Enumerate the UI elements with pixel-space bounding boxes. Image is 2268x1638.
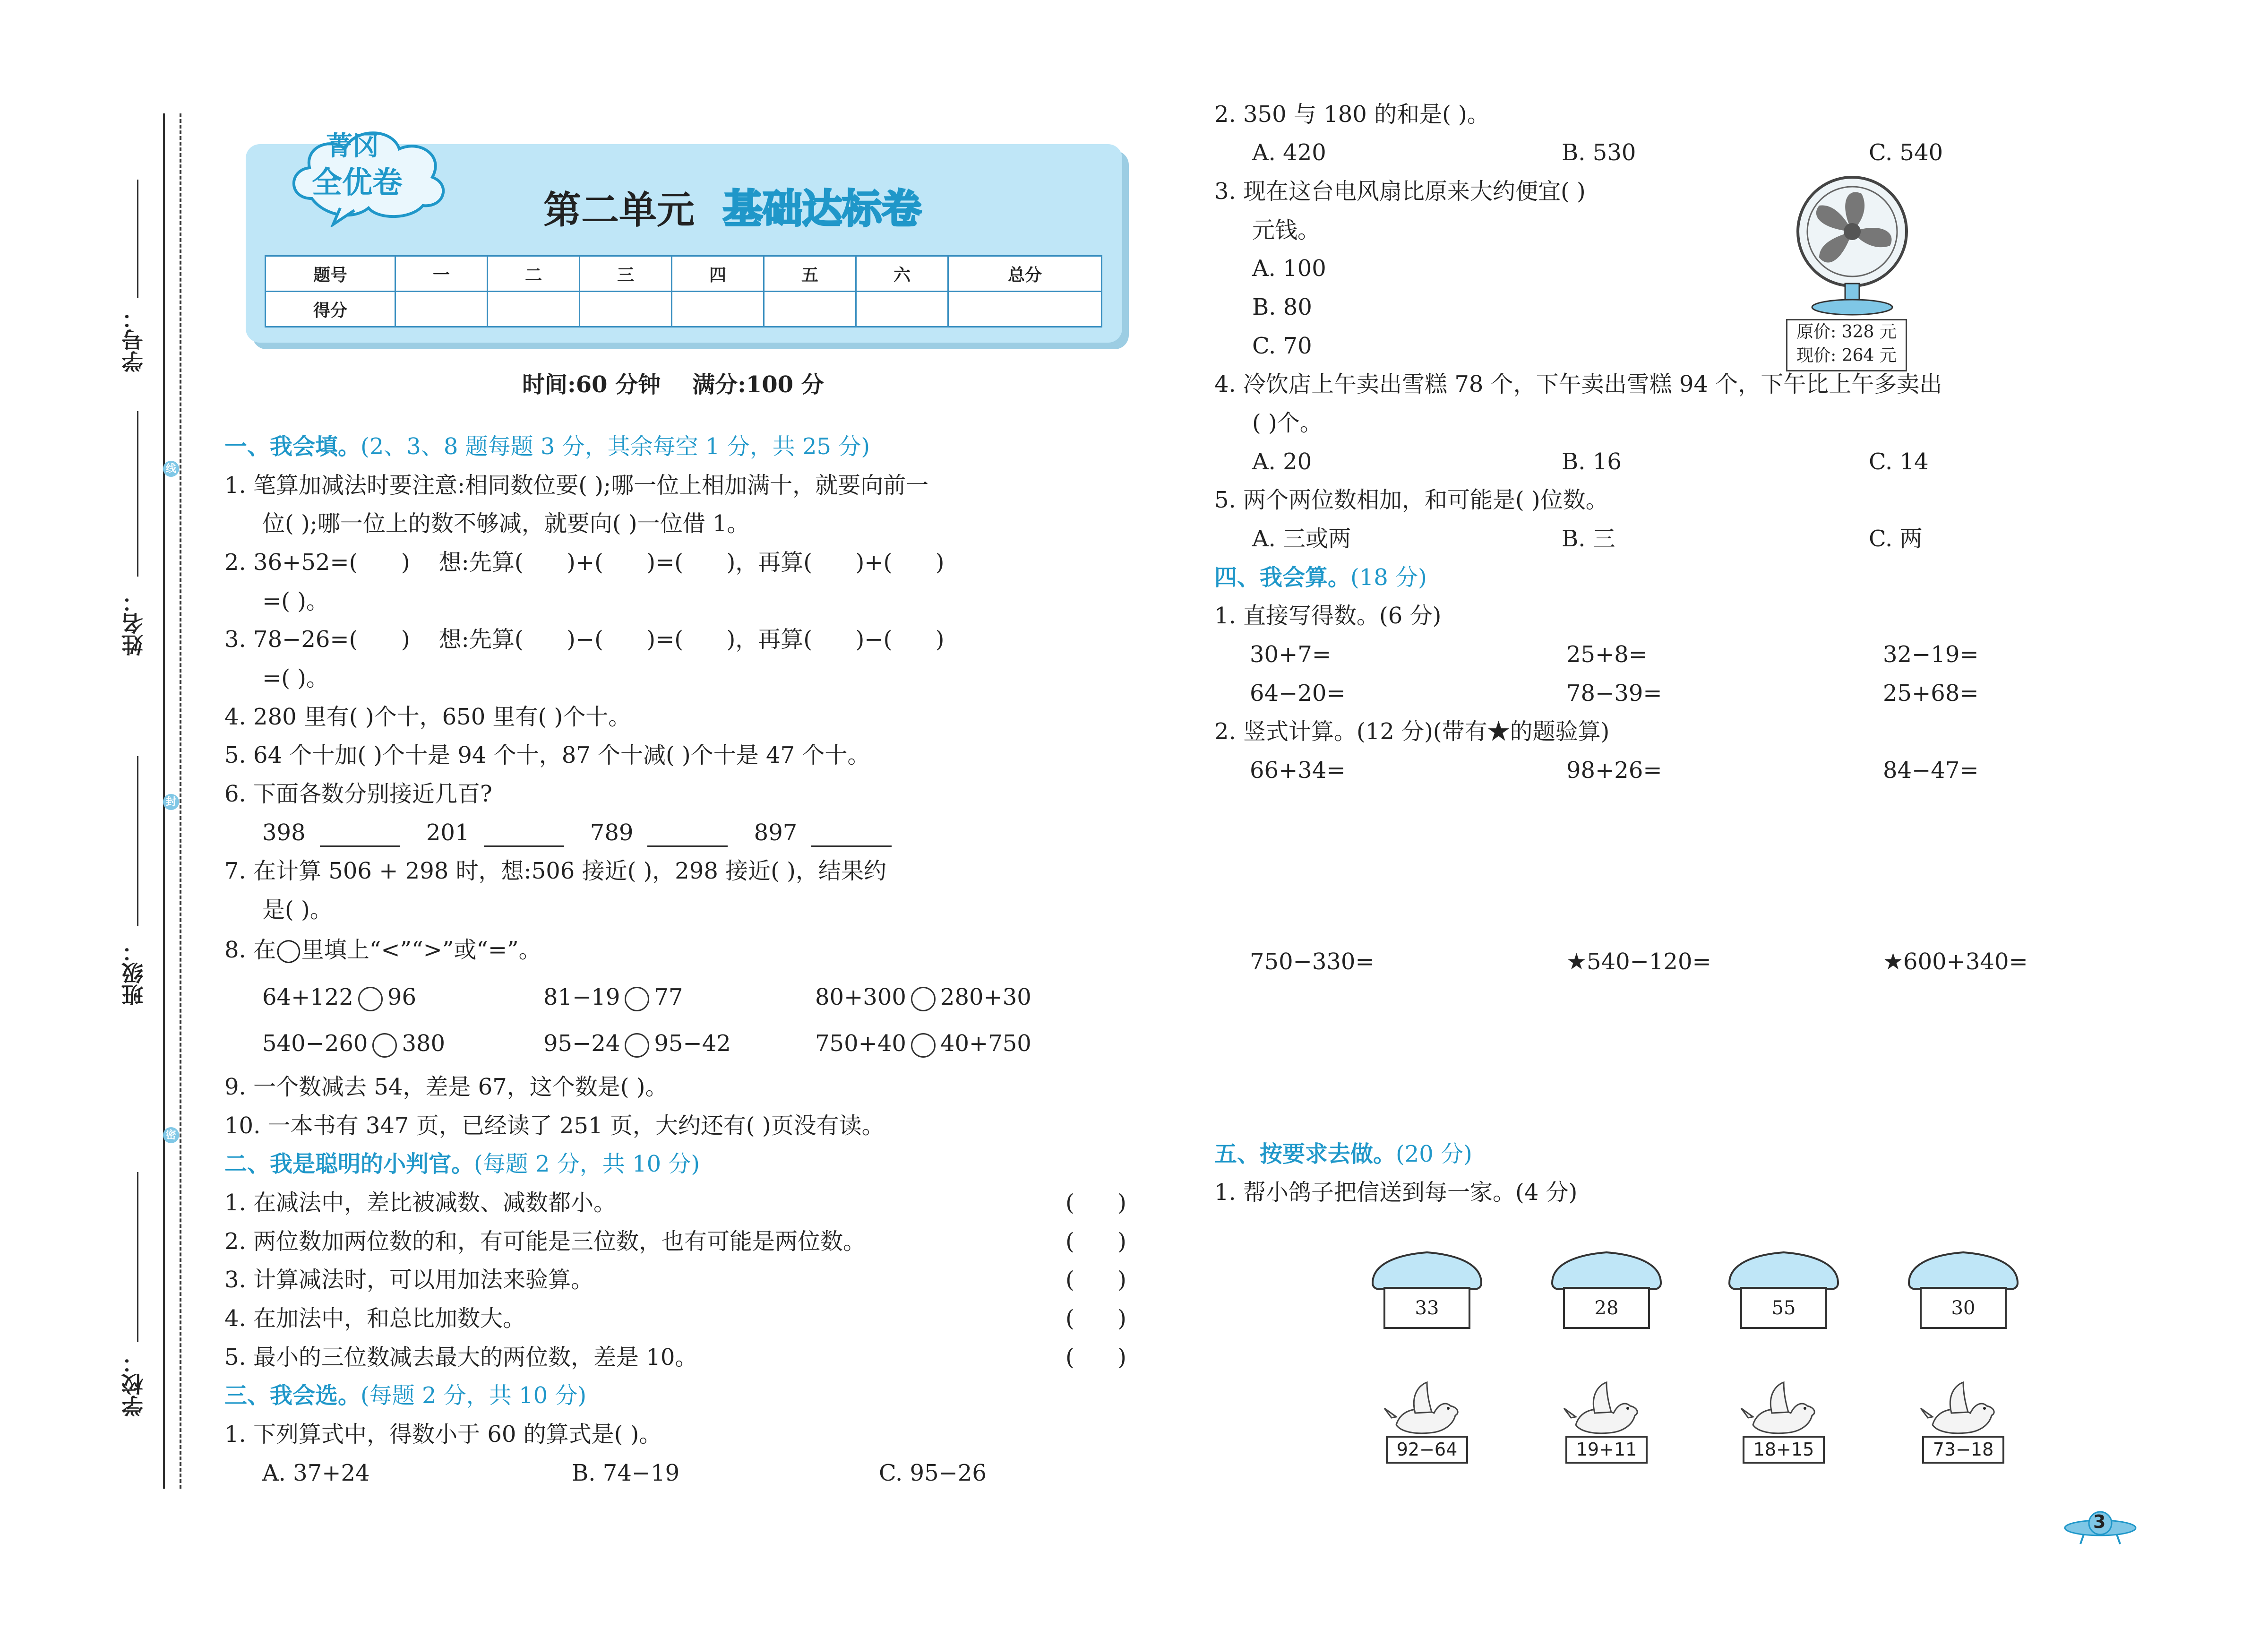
option-b[interactable]: B. 三	[1562, 526, 1615, 552]
option-b[interactable]: B. 530	[1562, 139, 1636, 166]
oral-calc-item[interactable]: 32−19=	[1883, 641, 1979, 668]
score-field[interactable]	[764, 292, 856, 327]
seal-feng: 封	[163, 794, 179, 810]
electric-fan-icon	[1786, 175, 1918, 317]
option-a[interactable]: A. 三或两	[1252, 526, 1351, 552]
oral-calc-item[interactable]: 25+68=	[1883, 680, 1979, 707]
section-points: (每题 2 分，共 10 分)	[474, 1151, 700, 1177]
question-text: 5. 64 个十加( )个十是 94 个十，87 个十减( )个十是 47 个十。	[224, 742, 870, 768]
section-title-text: 一、我会填。	[224, 433, 361, 460]
house-number: 30	[1951, 1297, 1976, 1319]
student-id-line	[137, 180, 138, 298]
option-c[interactable]: C. 14	[1869, 448, 1929, 475]
vertical-calc-item[interactable]: ★540−120=	[1566, 948, 1711, 975]
time-line: 时间:60 分钟 满分:100 分	[522, 371, 824, 398]
expr-left: 95−24	[543, 1030, 620, 1057]
section-title-text: 三、我会选。	[224, 1382, 361, 1409]
oral-calc-item[interactable]: 64−20=	[1250, 680, 1346, 707]
option-c[interactable]: C. 540	[1869, 139, 1943, 166]
expr-left: 540−260	[262, 1030, 368, 1057]
house[interactable]	[1725, 1245, 1843, 1330]
section-points: (20 分)	[1396, 1141, 1472, 1167]
letter-expression: 73−18	[1933, 1439, 1994, 1460]
oral-calc-item[interactable]: 78−39=	[1566, 680, 1662, 707]
letter-expression: 19+11	[1576, 1439, 1637, 1460]
logo-line2: 全优卷	[312, 165, 403, 200]
table-cell: 四	[672, 256, 764, 292]
seal-xian: 线	[163, 461, 179, 477]
question-text: ( )个。	[1252, 410, 1323, 436]
table-cell: 得分	[266, 292, 395, 327]
name-label: 姓名：	[121, 591, 146, 656]
score-table	[265, 255, 1102, 328]
pigeon[interactable]	[1562, 1380, 1651, 1465]
expr-right: 95−42	[654, 1030, 731, 1057]
option-a[interactable]: A. 20	[1252, 448, 1312, 475]
question-text: 位( );哪一位上的数不够减，就要向( )一位借 1。	[262, 510, 750, 537]
judge-answer-paren[interactable]: ( )	[1065, 1228, 1126, 1255]
judge-answer-paren[interactable]: ( )	[1065, 1305, 1126, 1332]
judge-item: 5. 最小的三位数减去最大的两位数，差是 10。	[224, 1344, 698, 1371]
question-text: =( )。	[262, 588, 329, 614]
answer-blank[interactable]	[320, 825, 400, 847]
compare-item	[543, 1029, 731, 1058]
house[interactable]	[1547, 1245, 1666, 1330]
question-text: 3. 78−26=( ) 想:先算( )−( )=( )，再算( )−( )	[224, 626, 945, 653]
score-table-score-row	[266, 292, 1102, 327]
compare-circle[interactable]	[911, 987, 936, 1011]
answer-blank[interactable]	[647, 825, 728, 847]
table-cell: 一	[395, 256, 488, 292]
expr-right: 380	[402, 1030, 446, 1057]
section-5-title	[1214, 1140, 1472, 1168]
question-text: 是( )。	[262, 897, 333, 923]
expr-right: 40+750	[940, 1030, 1031, 1057]
section-1-title	[224, 432, 870, 461]
compare-item	[815, 983, 1031, 1011]
name-line	[137, 411, 138, 577]
house-number: 55	[1771, 1297, 1796, 1319]
oral-calc-item[interactable]: 30+7=	[1250, 641, 1332, 668]
expr-right: 96	[387, 984, 416, 1010]
compare-circle[interactable]	[625, 987, 649, 1011]
vertical-calc-item[interactable]: 98+26=	[1566, 757, 1662, 784]
question-text: 1. 帮小鸽子把信送到每一家。(4 分)	[1214, 1179, 1578, 1206]
question-text: 2. 350 与 180 的和是( )。	[1214, 101, 1490, 128]
compare-circle[interactable]	[358, 987, 383, 1011]
oral-calc-item[interactable]: 25+8=	[1566, 641, 1648, 668]
option-b[interactable]: B. 80	[1252, 294, 1312, 320]
class-line	[137, 756, 138, 926]
table-cell: 三	[580, 256, 672, 292]
compare-circle[interactable]	[911, 1033, 936, 1058]
score-field[interactable]	[672, 292, 764, 327]
house-number: 28	[1594, 1297, 1619, 1319]
house[interactable]	[1904, 1245, 2022, 1330]
pigeon[interactable]	[1382, 1380, 1472, 1465]
section-4-title	[1214, 563, 1427, 592]
judge-answer-paren[interactable]: ( )	[1065, 1190, 1126, 1216]
question-text: 元钱。	[1252, 217, 1321, 243]
question-text: 4. 280 里有( )个十，650 里有( )个十。	[224, 704, 631, 730]
question-text: 5. 两个两位数相加，和可能是( )位数。	[1214, 487, 1608, 513]
seal-mi: 密	[163, 1127, 179, 1143]
judge-item: 1. 在减法中，差比被减数、减数都小。	[224, 1190, 617, 1216]
letter-expression: 18+15	[1753, 1439, 1814, 1460]
binding-dashed-line	[180, 113, 181, 1489]
table-cell: 二	[488, 256, 580, 292]
score-table-header-row	[266, 256, 1102, 292]
house[interactable]	[1368, 1245, 1486, 1330]
student-id-label: 学号：	[121, 307, 146, 372]
section-points: (18 分)	[1350, 564, 1427, 591]
option-a[interactable]: A. 100	[1252, 255, 1326, 282]
number-label: 398	[262, 819, 306, 846]
expr-left: 80+300	[815, 984, 906, 1010]
vertical-calc-item[interactable]: 66+34=	[1250, 757, 1346, 784]
expr-right: 280+30	[940, 984, 1031, 1010]
section-points: (2、3、8 题每题 3 分，其余每空 1 分，共 25 分)	[361, 433, 870, 460]
table-cell: 题号	[266, 256, 395, 292]
current-price: 现价: 264 元	[1796, 346, 1897, 365]
expr-left: 64+122	[262, 984, 353, 1010]
judge-item: 4. 在加法中，和总比加数大。	[224, 1305, 526, 1332]
score-field[interactable]	[948, 292, 1102, 327]
pigeon[interactable]	[1739, 1380, 1829, 1465]
question-text: 2. 竖式计算。(12 分)(带有★的题验算)	[1214, 718, 1610, 745]
section-2-title	[224, 1150, 700, 1178]
section-3-title	[224, 1381, 586, 1410]
expr-left: 750+40	[815, 1030, 906, 1057]
question-text: 3. 现在这台电风扇比原来大约便宜( )	[1214, 178, 1586, 205]
title-highlight: 基础达标卷	[723, 186, 922, 232]
table-cell: 总分	[948, 256, 1102, 292]
question-text: 4. 冷饮店上午卖出雪糕 78 个，下午卖出雪糕 94 个，下午比上午多卖出	[1214, 371, 1942, 397]
judge-item: 3. 计算减法时，可以用加法来验算。	[224, 1267, 594, 1293]
section-points: (每题 2 分，共 10 分)	[361, 1382, 587, 1409]
compare-item	[262, 1029, 445, 1058]
option-b[interactable]: B. 16	[1562, 448, 1622, 475]
compare-item	[262, 983, 416, 1011]
question-6-numbers	[262, 819, 911, 847]
judge-answer-paren[interactable]: ( )	[1065, 1344, 1126, 1371]
option-c[interactable]: C. 95−26	[879, 1460, 987, 1486]
vertical-calc-item[interactable]: 750−330=	[1250, 948, 1375, 975]
school-label: 学校：	[121, 1352, 146, 1417]
score-field[interactable]	[395, 292, 488, 327]
pigeon[interactable]	[1918, 1380, 2008, 1465]
class-label: 班级：	[121, 940, 146, 1006]
question-text: 10. 一本书有 347 页，已经读了 251 页，大约还有( )页没有读。	[224, 1112, 885, 1139]
option-b[interactable]: B. 74−19	[572, 1460, 680, 1486]
compare-item	[815, 1029, 1031, 1058]
section-title-text: 五、按要求去做。	[1214, 1141, 1396, 1167]
answer-blank[interactable]	[484, 825, 564, 847]
question-text: 2. 36+52=( ) 想:先算( )+( )=( )，再算( )+( )	[224, 549, 945, 576]
letter-expression: 92−64	[1396, 1439, 1458, 1460]
score-field[interactable]	[488, 292, 580, 327]
compare-item	[543, 983, 683, 1011]
page-number: 3	[2093, 1511, 2106, 1532]
question-text: 9. 一个数减去 54，差是 67，这个数是( )。	[224, 1074, 668, 1100]
option-c[interactable]: C. 两	[1869, 526, 1923, 552]
question-text: =( )。	[262, 665, 329, 691]
question-text: 6. 下面各数分别接近几百?	[224, 781, 492, 807]
judge-answer-paren[interactable]: ( )	[1065, 1267, 1126, 1293]
question-text: 8. 在◯里填上“<”“>”或“=”。	[224, 937, 541, 963]
table-cell: 五	[764, 256, 856, 292]
section-title-text: 四、我会算。	[1214, 564, 1351, 591]
option-c[interactable]: C. 70	[1252, 333, 1312, 359]
compare-circle[interactable]	[372, 1033, 397, 1058]
logo-line1: 菁冈	[326, 131, 379, 162]
number-label: 897	[754, 819, 798, 846]
compare-circle[interactable]	[625, 1033, 649, 1058]
original-price: 原价: 328 元	[1796, 322, 1897, 342]
number-label: 201	[426, 819, 470, 846]
answer-blank[interactable]	[811, 825, 892, 847]
school-line	[137, 1172, 138, 1342]
vertical-calc-item[interactable]: ★600+340=	[1883, 948, 2028, 975]
score-field[interactable]	[856, 292, 948, 327]
option-a[interactable]: A. 37+24	[262, 1460, 370, 1486]
vertical-calc-item[interactable]: 84−47=	[1883, 757, 1979, 784]
price-tag	[1786, 319, 1907, 371]
question-text: 7. 在计算 506 + 298 时，想:506 接近( )，298 接近( )，结果约	[224, 858, 886, 884]
judge-item: 2. 两位数加两位数的和，有可能是三位数，也有可能是两位数。	[224, 1228, 866, 1255]
question-text: 1. 笔算加减法时要注意:相同数位要( );哪一位上相加满十，就要向前一	[224, 472, 929, 499]
section-title-text: 二、我是聪明的小判官。	[224, 1151, 474, 1177]
question-text: 1. 下列算式中，得数小于 60 的算式是( )。	[224, 1421, 662, 1448]
table-cell: 六	[856, 256, 948, 292]
question-text: 1. 直接写得数。(6 分)	[1214, 603, 1442, 629]
house-number: 33	[1415, 1297, 1439, 1319]
option-a[interactable]: A. 420	[1252, 139, 1326, 166]
expr-right: 77	[654, 984, 683, 1010]
expr-left: 81−19	[543, 984, 620, 1010]
number-label: 789	[590, 819, 634, 846]
title-main: 第二单元	[543, 188, 695, 232]
score-field[interactable]	[580, 292, 672, 327]
